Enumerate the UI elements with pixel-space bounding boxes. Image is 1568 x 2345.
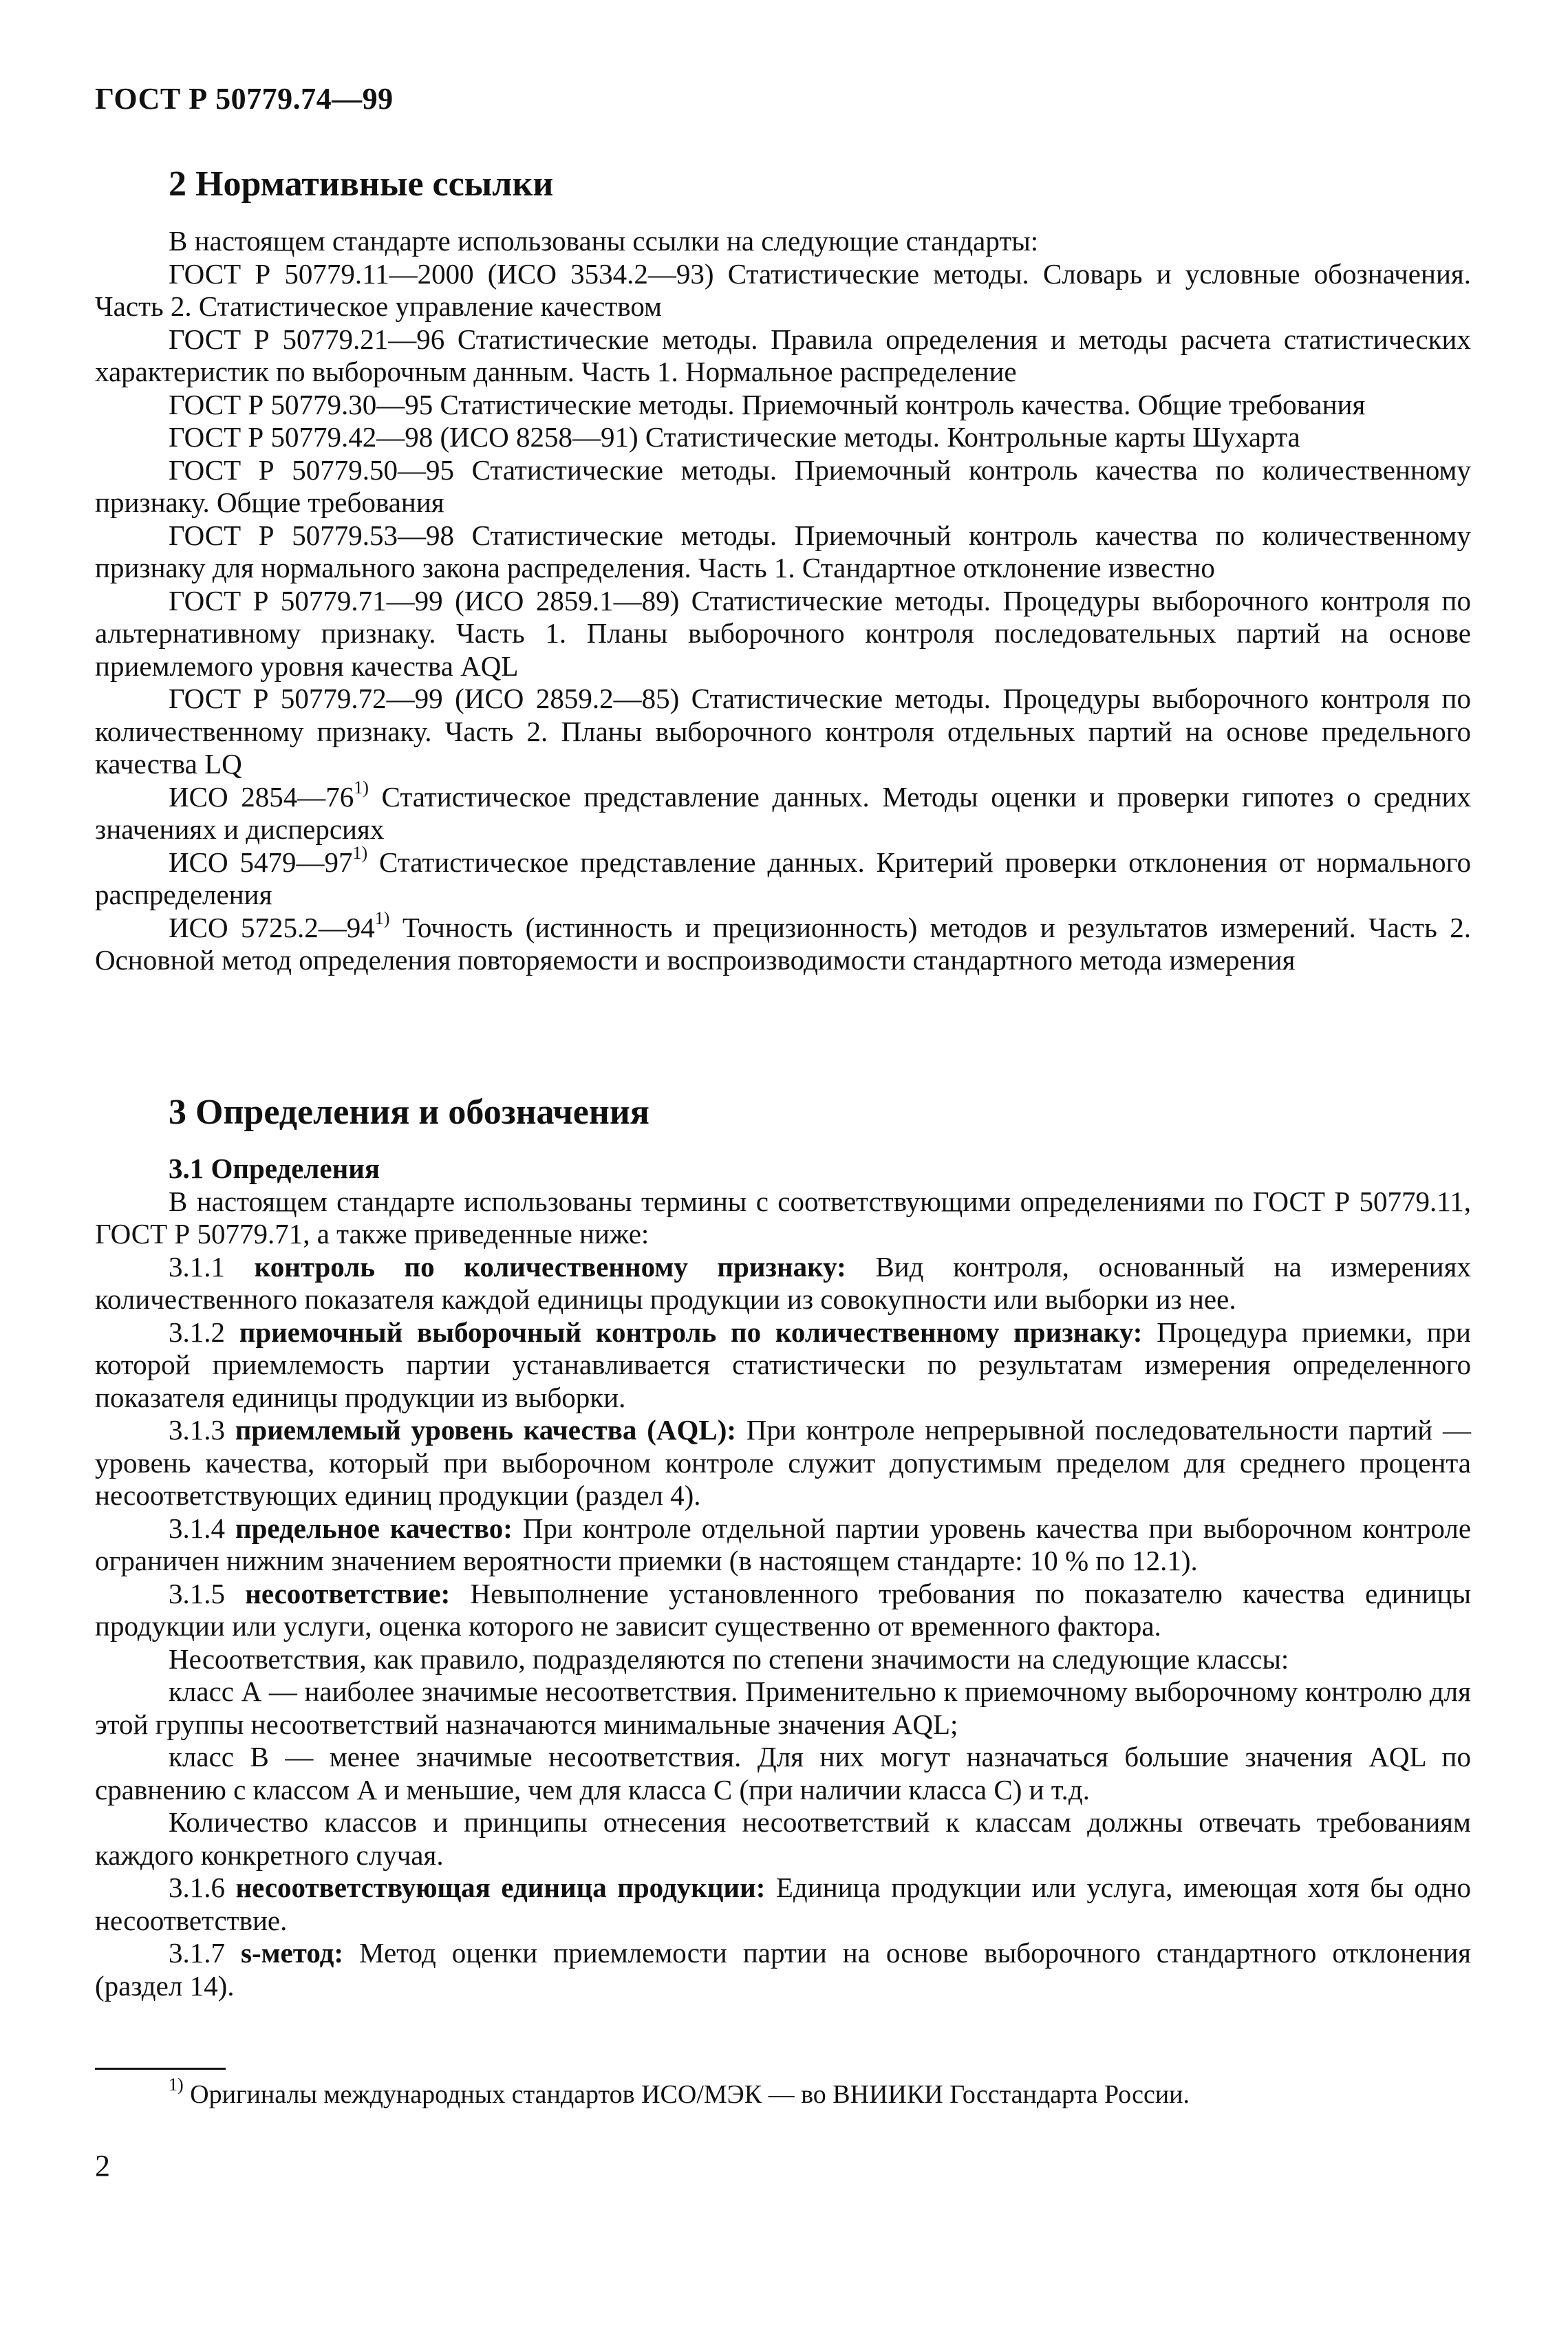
section-2-title: 2 Нормативные ссылки: [169, 164, 554, 204]
reference-item: ГОСТ Р 50779.71—99 (ИСО 2859.1—89) Статистические методы. Процедуры выборочного контроля по альтернативному признаку. Часть 1. Планы выборочного контроля последовательных партий на основе приемлемого уровня качества AQL: [95, 584, 1471, 682]
document-header: ГОСТ Р 50779.74—99: [95, 82, 394, 116]
classes-note: Количество классов и принципы отнесения несоответствий к классам должны отвечать требованиям каждого конкретного случая.: [95, 1806, 1471, 1871]
page-number: 2: [95, 2149, 110, 2183]
reference-item: ИСО 2854—76$^{1)}$ Статистическое представление данных. Методы оценки и проверки гипотез о средних значениях и дисперсиях: [95, 777, 1471, 845]
subsection-3-1-title: 3.1 Определения: [169, 1153, 380, 1184]
reference-item: ГОСТ Р 50779.11—2000 (ИСО 3534.2—93) Статистические методы. Словарь и условные обозначения. Часть 2. Статистическое управление качеством: [95, 257, 1471, 322]
section-3-body: [95, 1153, 1471, 2002]
section-2-body: [95, 225, 1471, 977]
reference-item: ИСО 5725.2—94$^{1)}$ Точность (истинность и прецизионность) методов и результатов измерений. Часть 2. Основной метод определения повторяемости и воспроизводимости стандартного метода измерения: [95, 908, 1471, 976]
section-3-title: 3 Определения и обозначения: [169, 1093, 649, 1132]
class-a-text: класс А — наиболее значимые несоответствия. Применительно к приемочному выборочному контролю для этой группы несоответствий назначаются минимальные значения AQL;: [95, 1675, 1471, 1740]
definition-item: 3.1.6 несоответствующая единица продукции: Единица продукции или услуга, имеющая хотя бы одно несоответствие.: [95, 1872, 1471, 1936]
reference-item: ГОСТ Р 50779.72—99 (ИСО 2859.2—85) Статистические методы. Процедуры выборочного контроля по количественному признаку. Часть 2. Планы выборочного контроля отдельных партий на основе предельного качества LQ: [95, 683, 1471, 780]
definition-item: 3.1.1 контроль по количественному признаку: Вид контроля, основанный на измерениях количественного показателя каждой единицы продукции из совокупности или выборки из нее.: [95, 1250, 1472, 1315]
definition-item: 3.1.7 s-метод: Метод оценки приемлемости партии на основе выборочного стандартного отклонения (раздел 14).: [95, 1937, 1471, 2002]
definition-item: 3.1.2 приемочный выборочный контроль по количественному признаку: Процедура приемки, при которой приемлемость партии устанавливается статистически по результатам измерения определенного показателя единицы продукции из выборки.: [95, 1316, 1471, 1413]
reference-item: ГОСТ Р 50779.53—98 Статистические методы. Приемочный контроль качества по количественному признаку для нормального закона распределения. Часть 1. Стандартное отклонение известно: [95, 519, 1471, 583]
reference-item: ГОСТ Р 50779.50—95 Статистические методы. Приемочный контроль качества по количественному признаку. Общие требования: [95, 453, 1471, 518]
reference-item: ГОСТ Р 50779.42—98 (ИСО 8258—91) Статистические методы. Контрольные карты Шухарта: [169, 421, 1300, 453]
definition-item: 3.1.3 приемлемый уровень качества (AQL): При контроле непрерывной последовательности партий — уровень качества, который при выборочном контроле служит допустимым пределом для среднего процента несоответствующих единиц продукции (раздел 4).: [95, 1414, 1472, 1511]
reference-item: ГОСТ Р 50779.30—95 Статистические методы. Приемочный контроль качества. Общие требования: [169, 388, 1366, 420]
reference-item: ИСО 5479—97$^{1)}$ Статистическое представление данных. Критерий проверки отклонения от нормального распределения: [95, 842, 1471, 910]
reference-item: ГОСТ Р 50779.21—96 Статистические методы. Правила определения и методы расчета статистических характеристик по выборочным данным. Часть 1. Нормальное распределение: [95, 323, 1471, 387]
classes-intro: Несоответствия, как правило, подразделяются по степени значимости на следующие классы:: [169, 1642, 1289, 1675]
definition-item: 3.1.5 несоответствие: Невыполнение установленного требования по показателю качества единицы продукции или услуги, оценка которого не зависит существенно от временного фактора.: [95, 1577, 1472, 1642]
footnote-divider: [95, 2068, 226, 2070]
footnote: $^{1)}$ Оригиналы международных стандартов ИСО/МЭК — во ВНИИКИ Госстандарта России.: [169, 2075, 1190, 2109]
section-2-intro: В настоящем стандарте использованы ссылки на следующие стандарты:: [169, 225, 1039, 257]
definition-item: 3.1.4 предельное качество: При контроле отдельной партии уровень качества при выборочном контроле ограничен нижним значением вероятности приемки (в настоящем стандарте: 10 % по 12.1).: [95, 1512, 1472, 1576]
class-b-text: класс В — менее значимые несоответствия. Для них могут назначаться большие значения AQL по сравнению с классом А и меньшие, чем для класса С (при наличии класса С) и т.д.: [95, 1741, 1471, 1806]
section-3-intro: В настоящем стандарте использованы термины с соответствующими определениями по ГОСТ Р 50779.11, ГОСТ Р 50779.71, а также приведенные ниже:: [95, 1185, 1471, 1250]
